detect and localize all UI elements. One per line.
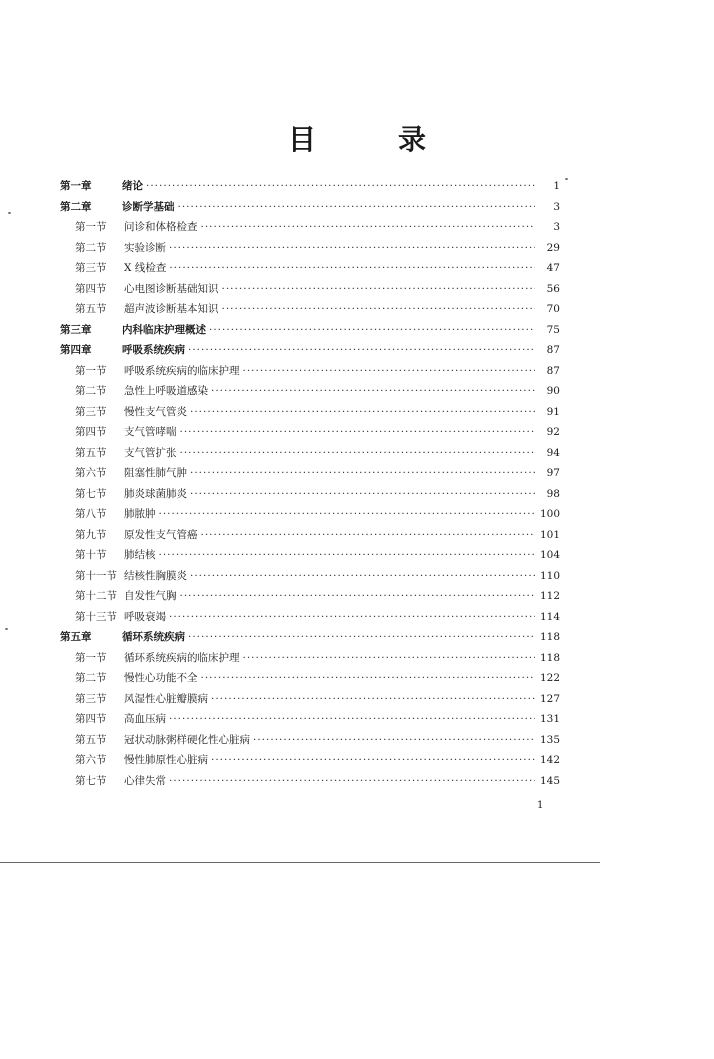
toc-entry-title: 结核性胸膜炎 — [124, 569, 187, 582]
toc-entry-title: 慢性支气管炎 — [124, 405, 187, 418]
toc-leader-dots — [243, 648, 536, 669]
toc-chapter-entry — [60, 627, 560, 648]
toc-entry-label: 第十三节 — [75, 610, 117, 623]
toc-leader-dots — [211, 381, 535, 402]
toc-entry-title: 问诊和体格检查 — [124, 221, 198, 233]
toc-entry-page: 75 — [546, 323, 560, 336]
toc-entry-page: 92 — [546, 426, 560, 438]
toc-leader-dots — [243, 361, 536, 382]
toc-leader-dots — [159, 504, 536, 525]
toc-entry-page: 118 — [539, 651, 560, 664]
scan-speck — [8, 212, 11, 214]
toc-section-entry — [60, 361, 560, 382]
toc-entry-page: 145 — [539, 774, 560, 787]
toc-entry-page: 122 — [539, 672, 560, 684]
toc-entry-title: 循环系统疾病 — [122, 631, 185, 643]
toc-leader-dots — [180, 586, 536, 607]
toc-entry-title: 超声波诊断基本知识 — [124, 303, 219, 315]
toc-entry-title: 内科临床护理概述 — [122, 323, 206, 336]
toc-entry-label: 第九节 — [75, 528, 107, 541]
toc-entry-label: 第三节 — [75, 262, 107, 274]
toc-entry-label: 第三章 — [60, 323, 92, 336]
table-of-contents — [60, 176, 560, 791]
toc-entry-page: 100 — [539, 508, 560, 520]
toc-entry-page: 98 — [546, 487, 560, 500]
toc-entry-label: 第六节 — [75, 754, 107, 766]
toc-entry-title: 呼吸衰竭 — [124, 610, 166, 623]
toc-entry-label: 第七节 — [75, 774, 107, 787]
toc-entry-page: 90 — [546, 385, 560, 397]
toc-entry-page: 104 — [539, 549, 560, 561]
toc-section-entry — [60, 299, 560, 320]
scan-speck — [5, 628, 8, 630]
toc-section-entry — [60, 279, 560, 300]
toc-entry-label: 第十二节 — [75, 590, 117, 602]
toc-chapter-entry — [60, 320, 560, 341]
toc-leader-dots — [211, 750, 535, 771]
toc-section-entry — [60, 463, 560, 484]
toc-leader-dots — [201, 217, 536, 238]
toc-entry-label: 第五节 — [75, 733, 107, 746]
toc-leader-dots — [169, 607, 535, 628]
toc-section-entry — [60, 422, 560, 443]
toc-entry-title: 心电图诊断基础知识 — [124, 282, 219, 295]
toc-entry-label: 第六节 — [75, 467, 107, 479]
toc-leader-dots — [169, 709, 535, 730]
toc-section-entry — [60, 771, 560, 792]
toc-section-entry — [60, 258, 560, 279]
toc-entry-title: 绪论 — [122, 180, 143, 192]
toc-entry-label: 第四章 — [60, 344, 92, 356]
toc-entry-title: 肺结核 — [124, 549, 156, 561]
toc-entry-label: 第四节 — [75, 282, 107, 295]
toc-entry-page: 47 — [546, 262, 560, 274]
toc-entry-title: 心律失常 — [124, 774, 166, 787]
toc-section-entry — [60, 504, 560, 525]
toc-entry-title: 风湿性心脏瓣膜病 — [124, 692, 208, 705]
toc-leader-dots — [201, 668, 536, 689]
toc-section-entry — [60, 566, 560, 587]
page-number: 1 — [537, 800, 544, 811]
toc-section-entry — [60, 443, 560, 464]
scan-edge-line — [0, 862, 600, 863]
toc-leader-dots — [180, 422, 536, 443]
toc-leader-dots — [222, 299, 536, 320]
scan-speck — [565, 178, 568, 180]
toc-entry-label: 第五章 — [60, 631, 92, 643]
toc-leader-dots — [190, 566, 535, 587]
toc-entry-label: 第八节 — [75, 508, 107, 520]
toc-leader-dots — [188, 627, 535, 648]
toc-entry-page: 91 — [546, 405, 560, 418]
toc-section-entry — [60, 709, 560, 730]
toc-entry-label: 第五节 — [75, 446, 107, 459]
toc-entry-title: 循环系统疾病的临床护理 — [124, 651, 240, 664]
toc-leader-dots — [146, 176, 535, 197]
toc-section-entry — [60, 381, 560, 402]
toc-entry-title: 肺炎球菌肺炎 — [124, 487, 187, 500]
toc-entry-title: 自发性气胸 — [124, 590, 177, 602]
toc-entry-page: 94 — [546, 446, 560, 459]
toc-section-entry — [60, 689, 560, 710]
toc-leader-dots — [178, 197, 536, 218]
toc-section-entry — [60, 586, 560, 607]
toc-entry-label: 第一章 — [60, 180, 92, 192]
toc-entry-title: 冠状动脉粥样硬化性心脏病 — [124, 733, 250, 746]
toc-entry-page: 118 — [539, 631, 560, 643]
toc-leader-dots — [253, 730, 535, 751]
toc-entry-page: 3 — [553, 200, 560, 213]
toc-entry-page: 112 — [539, 590, 560, 602]
toc-entry-label: 第一节 — [75, 651, 107, 664]
toc-entry-title: 支气管哮喘 — [124, 426, 177, 438]
toc-section-entry — [60, 545, 560, 566]
page-title — [0, 118, 714, 158]
toc-leader-dots — [190, 463, 535, 484]
toc-chapter-entry — [60, 197, 560, 218]
toc-entry-label: 第三节 — [75, 692, 107, 705]
toc-chapter-entry — [60, 176, 560, 197]
toc-entry-label: 第一节 — [75, 364, 107, 377]
toc-section-entry — [60, 525, 560, 546]
toc-entry-title: 慢性心功能不全 — [124, 672, 198, 684]
toc-entry-page: 97 — [546, 467, 560, 479]
toc-entry-page: 1 — [553, 180, 560, 192]
toc-section-entry — [60, 730, 560, 751]
toc-section-entry — [60, 607, 560, 628]
title-char-1: 目 — [287, 123, 316, 156]
toc-entry-label: 第一节 — [75, 221, 107, 233]
toc-entry-page: 56 — [546, 282, 560, 295]
toc-entry-title: 高血压病 — [124, 713, 166, 725]
toc-entry-page: 135 — [539, 733, 560, 746]
toc-section-entry — [60, 402, 560, 423]
toc-entry-title: 原发性支气管癌 — [124, 528, 198, 541]
toc-entry-page: 87 — [546, 364, 560, 377]
toc-entry-page: 110 — [539, 569, 560, 582]
toc-leader-dots — [211, 689, 535, 710]
toc-entry-label: 第二节 — [75, 385, 107, 397]
toc-entry-page: 87 — [546, 344, 560, 356]
toc-entry-title: 实验诊断 — [124, 241, 166, 254]
toc-entry-page: 142 — [539, 754, 560, 766]
toc-chapter-entry — [60, 340, 560, 361]
toc-entry-page: 3 — [553, 221, 560, 233]
toc-entry-label: 第二节 — [75, 241, 107, 254]
toc-entry-page: 101 — [539, 528, 560, 541]
toc-section-entry — [60, 668, 560, 689]
toc-entry-label: 第二节 — [75, 672, 107, 684]
toc-entry-label: 第四节 — [75, 713, 107, 725]
toc-section-entry — [60, 217, 560, 238]
toc-leader-dots — [180, 443, 536, 464]
toc-entry-title: 呼吸系统疾病 — [122, 344, 185, 356]
toc-entry-title: 阻塞性肺气肿 — [124, 467, 187, 479]
toc-entry-title: X 线检查 — [124, 262, 167, 274]
toc-leader-dots — [169, 238, 535, 259]
toc-entry-page: 127 — [539, 692, 560, 705]
toc-leader-dots — [159, 545, 536, 566]
toc-section-entry — [60, 484, 560, 505]
toc-entry-title: 肺脓肿 — [124, 508, 156, 520]
toc-leader-dots — [169, 258, 535, 279]
toc-entry-title: 支气管扩张 — [124, 446, 177, 459]
toc-entry-label: 第七节 — [75, 487, 107, 500]
toc-entry-label: 第十一节 — [75, 569, 117, 582]
toc-entry-label: 第五节 — [75, 303, 107, 315]
toc-entry-page: 29 — [546, 241, 560, 254]
toc-leader-dots — [209, 320, 535, 341]
title-char-2: 录 — [398, 123, 427, 156]
toc-entry-title: 慢性肺原性心脏病 — [124, 754, 208, 766]
toc-leader-dots — [188, 340, 535, 361]
toc-entry-title: 诊断学基础 — [122, 200, 175, 213]
toc-section-entry — [60, 648, 560, 669]
toc-entry-label: 第三节 — [75, 405, 107, 418]
toc-section-entry — [60, 238, 560, 259]
toc-leader-dots — [222, 279, 536, 300]
toc-entry-label: 第四节 — [75, 426, 107, 438]
toc-leader-dots — [190, 484, 535, 505]
toc-section-entry — [60, 750, 560, 771]
toc-leader-dots — [201, 525, 536, 546]
toc-entry-page: 114 — [539, 610, 560, 623]
toc-entry-title: 呼吸系统疾病的临床护理 — [124, 364, 240, 377]
toc-entry-label: 第二章 — [60, 200, 92, 213]
toc-entry-page: 70 — [546, 303, 560, 315]
toc-entry-label: 第十节 — [75, 549, 107, 561]
toc-entry-page: 131 — [539, 713, 560, 725]
toc-entry-title: 急性上呼吸道感染 — [124, 385, 208, 397]
toc-leader-dots — [190, 402, 535, 423]
toc-leader-dots — [169, 771, 535, 792]
